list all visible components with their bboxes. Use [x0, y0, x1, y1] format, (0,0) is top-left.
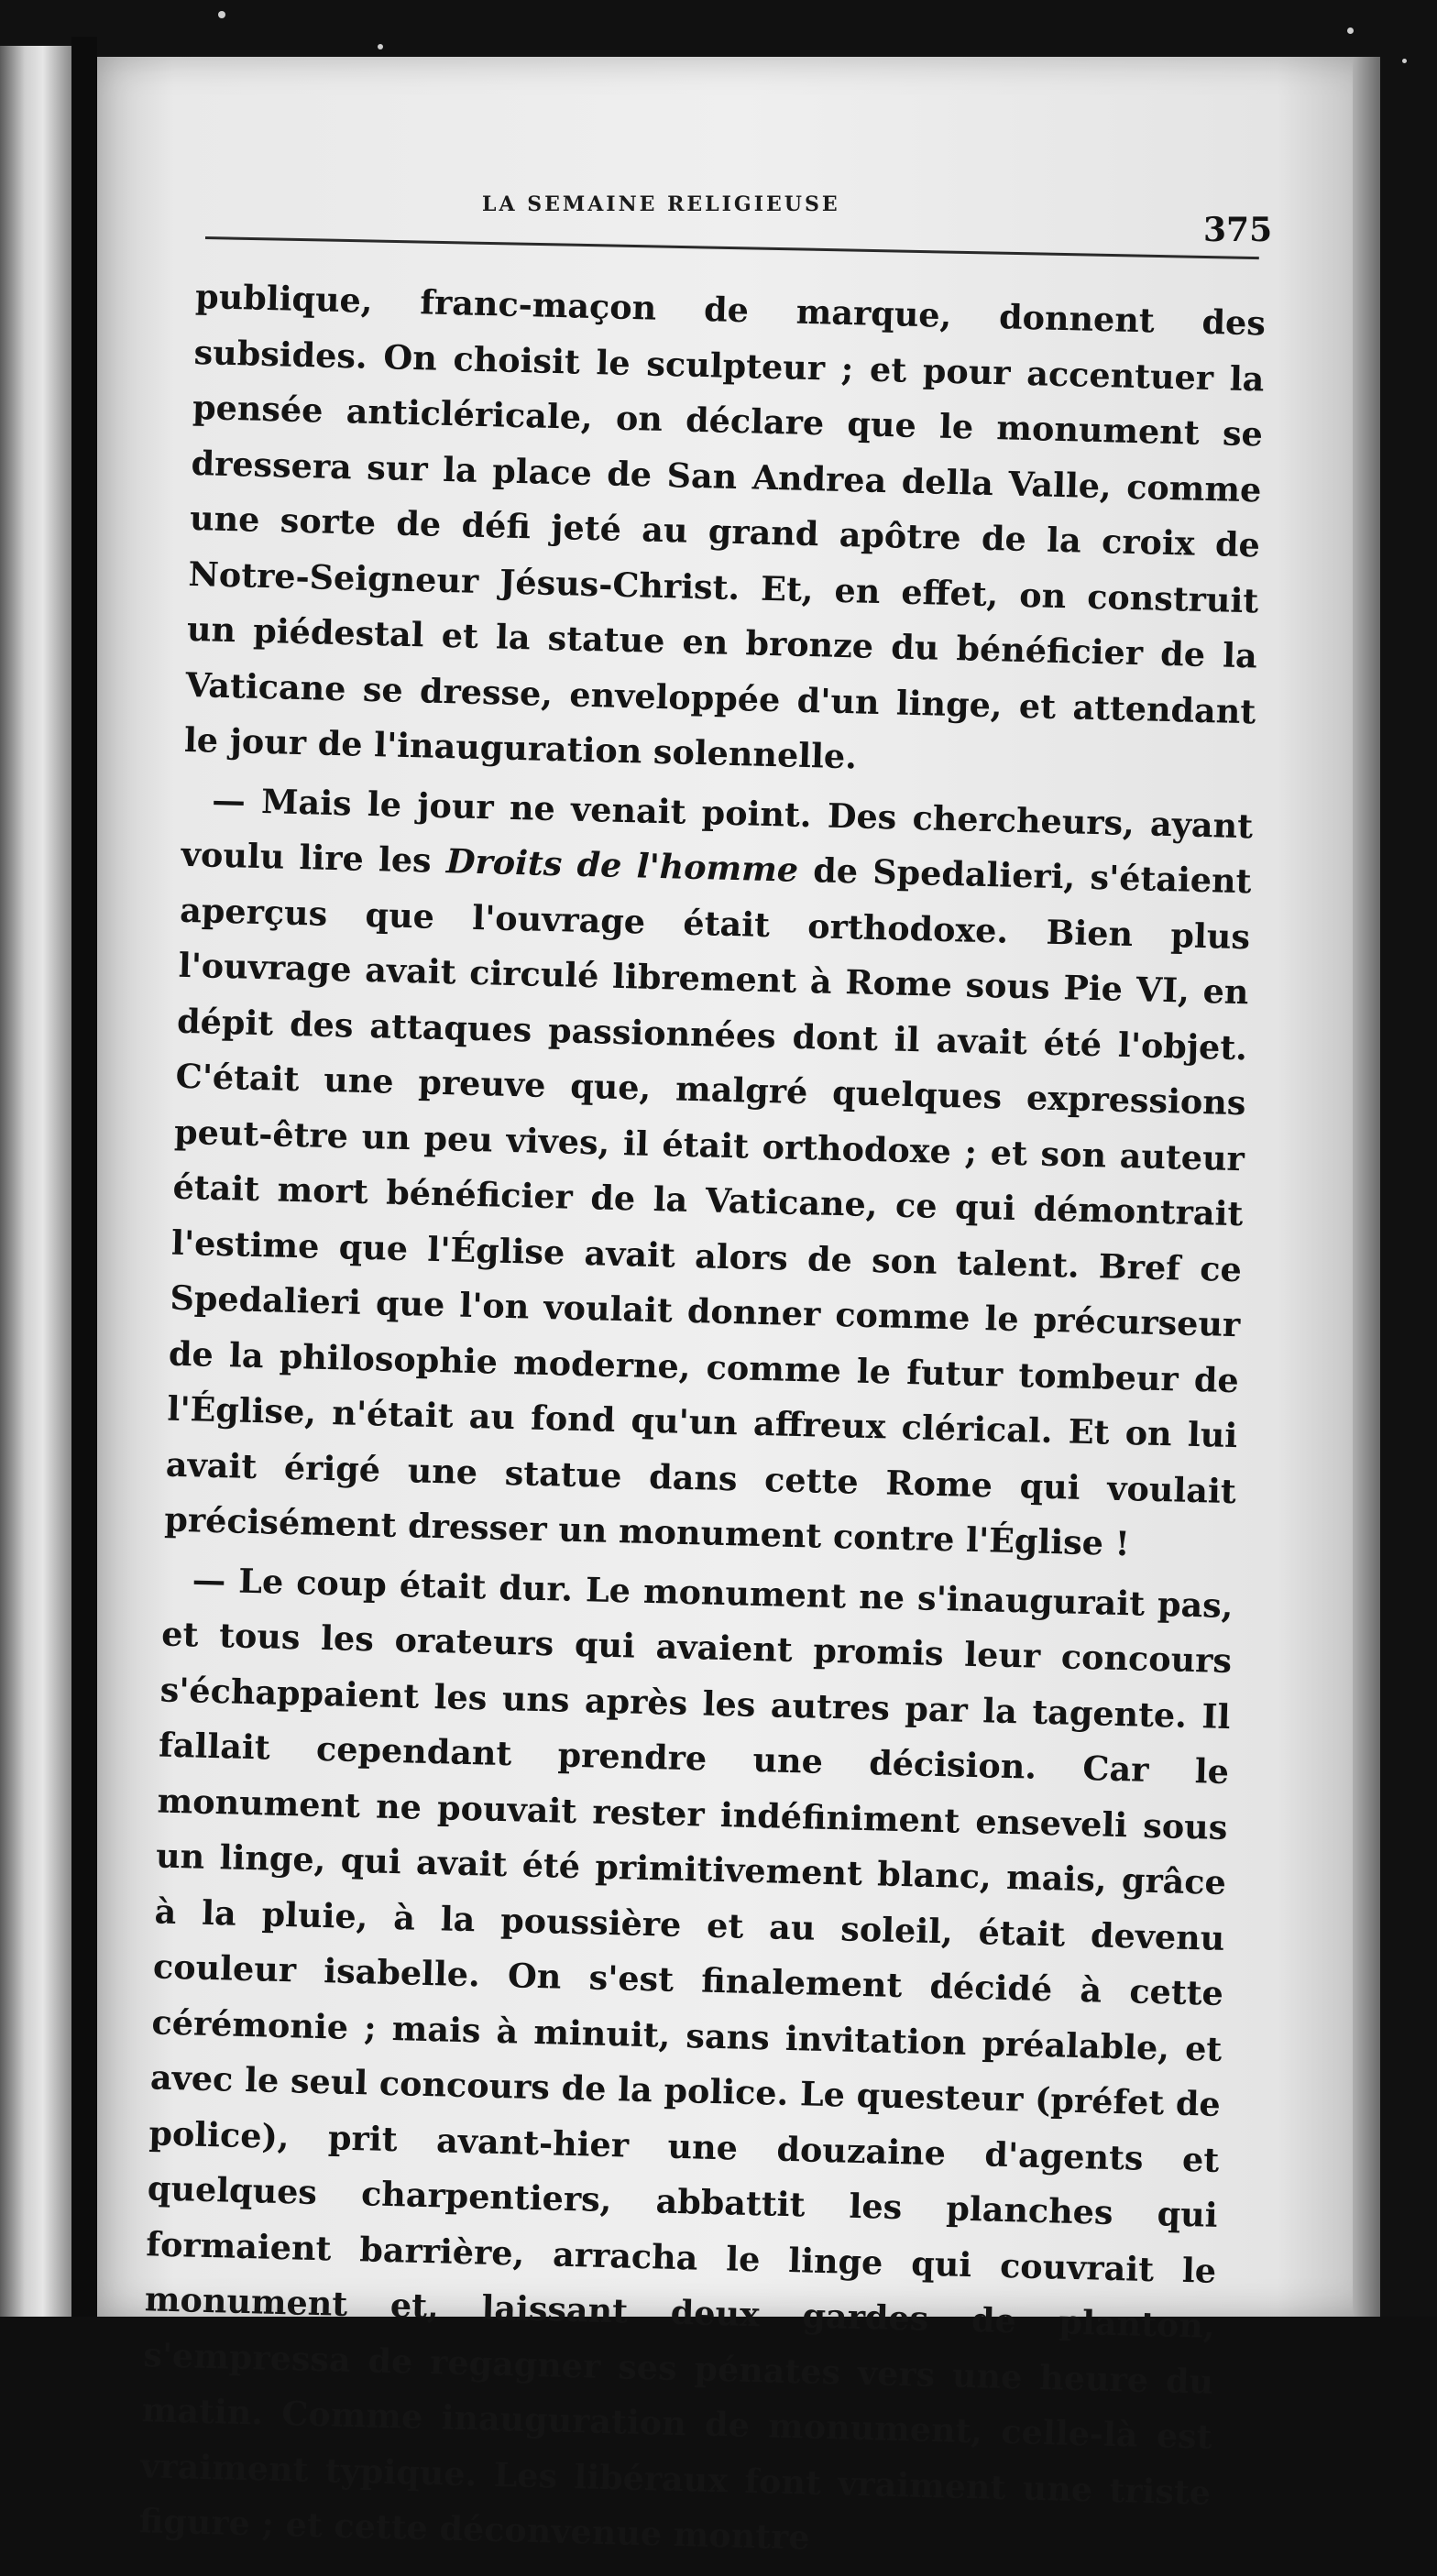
scan-speck [1347, 27, 1354, 34]
paragraph-2-end: de Spedalieri, s'étaient aperçus que l'ouvrage était orthodoxe. Bien plus l'ouvrage avait circulé librement à Rome sous Pie VI, en dépit des attaques passionnées dont il avait été l'objet. C'était une preuve que, malgré quelques expressions peut-être un peu vives, il était orthodoxe ; et son auteur était mort bénéficier de la Vaticane, ce qui démontrait l'estime que l'Église avait alors de son talent. Bref ce Spedalieri que l'on voulait donner comme le précurseur de la philosophie moderne, comme le futur tombeur de l'Église, n'était au fond qu'un affreux clérical. Et on lui avait érigé une statue dans cette Rome qui voulait précisément dresser un monument contre l'Église ! [163, 850, 1253, 1564]
page-edge-shadow [1353, 57, 1380, 2317]
header-rule [205, 236, 1259, 259]
book-title-italic: Droits de l'homme [445, 841, 799, 890]
body-text [138, 269, 1267, 2576]
paragraph-1: publique, franc-maçon de marque, donnent des subsides. On choisit le sculpteur ; et pour accentuer la pensée anticléricale, on déclare que le monument se dressera sur la place de San Andrea della Valle, comme une sorte de défi jeté au grand apôtre de la croix de Notre-Seigneur Jésus-Christ. Et, en effet, on construit un piédestal et la statue en bronze du bénéficier de la Vaticane se dresse, enveloppée d'un linge, et attendant le jour de l'inauguration solennelle. [183, 276, 1267, 777]
scan-speck [218, 11, 225, 18]
running-head: LA SEMAINE RELIGIEUSE [482, 192, 840, 216]
binding-gutter [71, 37, 97, 2317]
paragraph-2-start: — Mais le jour ne venait point. Des chercheurs, ayant voulu lire les [181, 780, 1254, 882]
scan-speck [378, 44, 383, 49]
paragraph-2 [164, 772, 1254, 1574]
left-page-edge [0, 46, 71, 2317]
scan-speck [1402, 59, 1407, 63]
page-number: 375 [1203, 211, 1273, 249]
book-page [97, 57, 1380, 2558]
paragraph-3: — Le coup était dur. Le monument ne s'inaugurait pas, et tous les orateurs qui avaient promis leur concours s'échappaient les uns après les autres par la tagente. Il fallait cependant prendre une décision. Car le monument ne pouvait rester indéfiniment enseveli sous un linge, qui avait été primitivement blanc, mais, grâce à la pluie, à la poussière et au soleil, était devenu couleur isabelle. On s'est finalement décidé à cette cérémonie ; mais à minuit, sans invitation préalable, et avec le seul concours de la police. Le questeur (préfet de police), prit avant-hier une douzaine d'agents et quelques charpentiers, abbattit les planches qui formaient barrière, arracha le linge qui couvrait le monument et, laissant deux gardes de planton, s'empressa de regagner ses pénates vers une heure du matin. Comme inauguration de monument, celle-là est vraiment typique. Les libéraux font vraiment une triste figure ; et cette déconvenue montre [138, 1559, 1234, 2558]
